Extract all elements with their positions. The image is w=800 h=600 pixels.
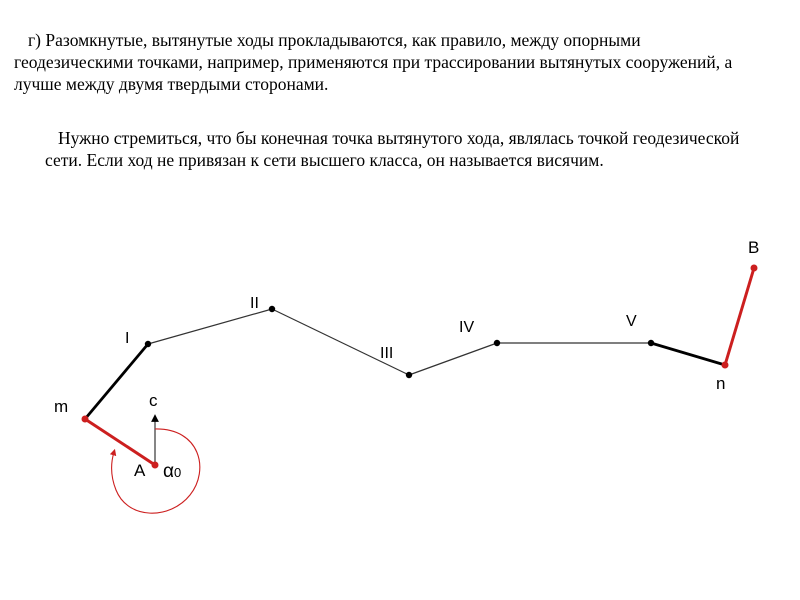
- label-n: n: [716, 374, 726, 393]
- label-I: I: [125, 330, 130, 347]
- label-IV: IV: [459, 319, 475, 336]
- point-III: [406, 372, 412, 378]
- label-alpha: α: [163, 461, 174, 482]
- leg-III-IV: [409, 343, 497, 375]
- leg-I-II: [148, 309, 272, 344]
- hard-side-n-B: [725, 268, 754, 365]
- leg-m-I: [85, 344, 148, 419]
- point-V: [648, 340, 654, 346]
- point-I: [145, 341, 151, 347]
- label-m: m: [54, 397, 69, 416]
- label-alpha0: [163, 461, 181, 482]
- leg-V-n: [651, 343, 725, 365]
- paragraph-1-text: г) Разомкнутые, вытянутые ходы прокладываются, как правило, между опорными геодезическими точками, например, применяются при трассировании вытянутых сооружений, а лучше между двумя твердыми сторонами.: [14, 30, 733, 94]
- label-B: B: [748, 238, 760, 257]
- point-n: [722, 362, 729, 369]
- leg-II-III: [272, 309, 409, 375]
- point-m: [82, 416, 89, 423]
- point-II: [269, 306, 275, 312]
- angle-arc-alpha0: [112, 429, 200, 513]
- label-III: III: [380, 345, 394, 362]
- point-B: [751, 265, 758, 272]
- label-A: A: [134, 461, 146, 480]
- paragraph-2-text: Нужно стремиться, что бы конечная точка вытянутого хода, являлась точкой геодезической сети. Если ход не привязан к сети высшего класса, он называется висячим.: [45, 128, 740, 170]
- label-c: c: [149, 391, 158, 410]
- point-IV: [494, 340, 500, 346]
- label-II: II: [250, 295, 259, 312]
- label-V: V: [626, 313, 637, 330]
- point-A: [152, 462, 159, 469]
- hard-side-m-A: [85, 419, 155, 465]
- label-alpha-subscript: 0: [173, 465, 182, 480]
